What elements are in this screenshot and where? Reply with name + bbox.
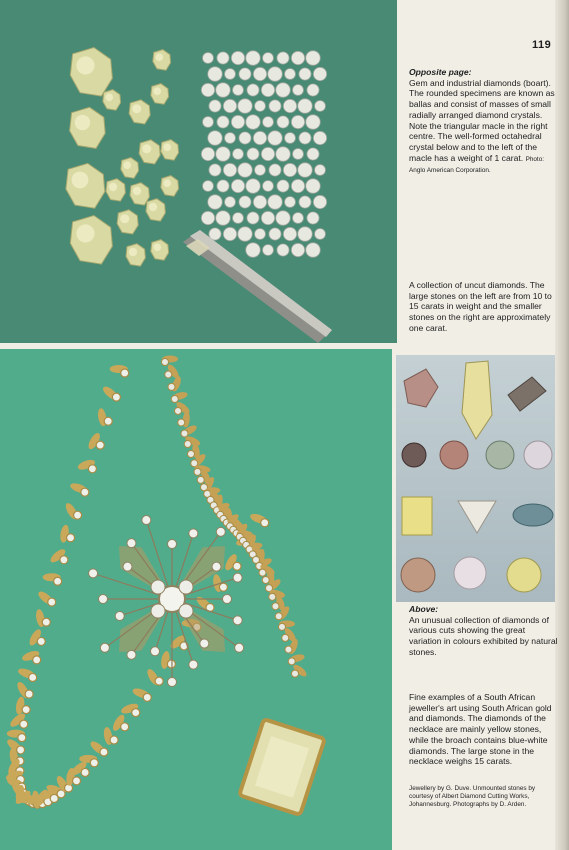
caption-body: Gem and industrial diamonds (boart). The rounded specimens are known as ballas and consist of masses of small radially arranged diamond crystals. Note the triangular macle in the right centre. The well-formed octahedral crystal below and to the left of the macle has a weight of 1 carat. (409, 77, 555, 163)
uncut-diamonds-photo (0, 0, 397, 343)
cut-diamonds-photo (396, 355, 555, 602)
jewellery-credit: Jewellery by G. Duve. Unmounted stones by courtesy of Albert Diamond Cutting Works, Johannesburg. Photographs by D. Arden. (409, 785, 536, 808)
caption-jewellery (409, 692, 559, 767)
photo-credit: Photo: Anglo American Corporation. (409, 155, 545, 174)
caption-body: Fine examples of a South African jeweller's art using South African gold and diamonds. The diamonds of the necklace are mainly yellow stones, while the broach contains blue-white diamonds. The large stone in the necklace weighs 15 carats. (409, 692, 552, 767)
caption-heading: Above: (409, 604, 439, 614)
necklace-photo (0, 349, 392, 850)
page-number: 119 (532, 39, 552, 51)
caption-heading: Opposite page: (409, 67, 472, 77)
caption-body: An unusual collection of diamonds of various cuts showing the great variation in colours exhibited by natural stones. (409, 614, 558, 657)
caption-opposite-page (409, 67, 559, 175)
caption-body: A collection of uncut diamonds. The large stones on the left are from 10 to 15 carats in weight and the smaller stones on the right are approximately one carat. (409, 280, 552, 333)
caption-above (409, 604, 559, 658)
caption-uncut-diamonds (409, 280, 559, 334)
